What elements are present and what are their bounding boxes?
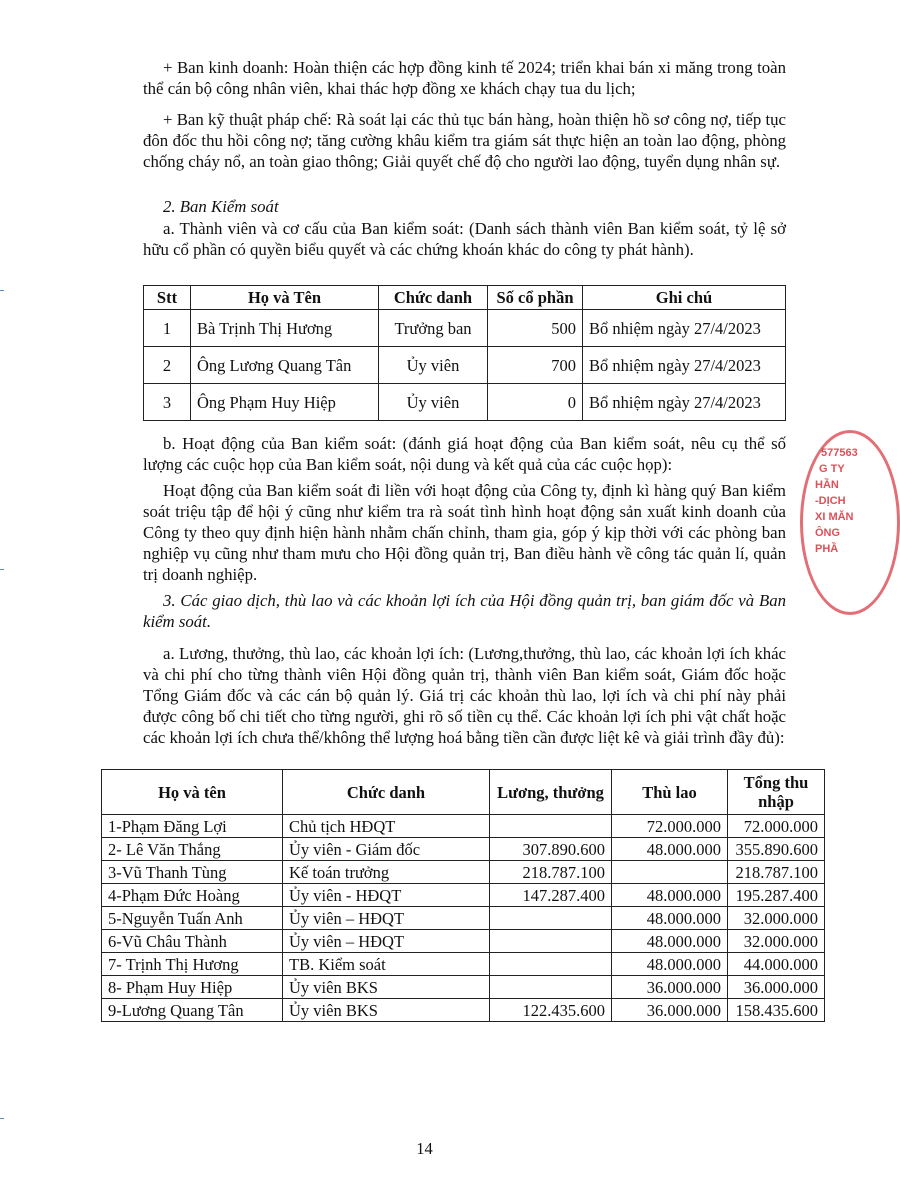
legal-dept-paragraph: + Ban kỹ thuật pháp chế: Rà soát lại các thủ tục bán hàng, hoàn thiện hồ sơ công nợ, tiếp tục đôn đốc thu hồi công nợ; tăng cường khâu kiểm tra giám sát thực hiện an toàn lao động, phòng chống cháy nổ, an toàn giao thông; Giải quyết chế độ cho người lao động, tuyển dụng nhân sự. [143, 110, 786, 171]
cell-salary [490, 953, 612, 976]
cell-fee: 36.000.000 [612, 999, 728, 1022]
cell-total: 195.287.400 [728, 884, 825, 907]
cell-total: 44.000.000 [728, 953, 825, 976]
cell-fee [612, 861, 728, 884]
cell-salary [490, 930, 612, 953]
cell-title: TB. Kiểm soát [283, 953, 490, 976]
header-fee: Thù lao [612, 770, 728, 815]
cell-title: Ủy viên – HĐQT [283, 930, 490, 953]
cell-total: 32.000.000 [728, 930, 825, 953]
compensation-table [101, 769, 825, 1022]
cell-shares: 0 [488, 384, 583, 421]
header-title: Chức danh [283, 770, 490, 815]
cell-name: Ông Phạm Huy Hiệp [191, 384, 379, 421]
cell-title: Chủ tịch HĐQT [283, 815, 490, 838]
cell-shares: 500 [488, 310, 583, 347]
scan-edge-mark [0, 569, 4, 570]
supervisory-members-table [143, 285, 786, 421]
sales-dept-paragraph: + Ban kinh doanh: Hoàn thiện các hợp đồng kinh tế 2024; triển khai bán xi măng trong toàn thể cán bộ công nhân viên, khai thác hợp đồng xe khách chạy tua du lịch; [143, 58, 786, 98]
cell-total: 218.787.100 [728, 861, 825, 884]
cell-name: 8- Phạm Huy Hiệp [102, 976, 283, 999]
cell-name: 7- Trịnh Thị Hương [102, 953, 283, 976]
cell-name: 1-Phạm Đăng Lợi [102, 815, 283, 838]
table-row [102, 838, 825, 861]
stamp-line: G TY [819, 463, 845, 475]
header-note: Ghi chú [583, 286, 786, 310]
cell-shares: 700 [488, 347, 583, 384]
cell-name: 3-Vũ Thanh Tùng [102, 861, 283, 884]
stamp-line: PHẦ [815, 543, 839, 555]
section3-heading: 3. Các giao dịch, thù lao và các khoản lợi ích của Hội đồng quản trị, ban giám đốc và Ban kiểm soát. [143, 591, 786, 631]
cell-fee: 48.000.000 [612, 953, 728, 976]
cell-salary: 147.287.400 [490, 884, 612, 907]
table-row [102, 976, 825, 999]
table-row [102, 999, 825, 1022]
section2-heading: 2. Ban Kiểm soát [163, 197, 279, 216]
cell-note: Bổ nhiệm ngày 27/4/2023 [583, 310, 786, 347]
table-row [102, 930, 825, 953]
cell-name: 9-Lương Quang Tân [102, 999, 283, 1022]
cell-name: Ông Lương Quang Tân [191, 347, 379, 384]
cell-salary: 307.890.600 [490, 838, 612, 861]
cell-name: 5-Nguyễn Tuấn Anh [102, 907, 283, 930]
table-row [102, 815, 825, 838]
cell-title: Ủy viên - HĐQT [283, 884, 490, 907]
table-row [144, 347, 786, 384]
cell-fee: 48.000.000 [612, 884, 728, 907]
cell-title: Kế toán trưởng [283, 861, 490, 884]
scan-edge-mark [0, 290, 4, 291]
section2-para-b: b. Hoạt động của Ban kiểm soát: (đánh giá hoạt động của Ban kiểm soát, nêu cụ thể số lượng các cuộc họp của Ban kiểm soát, nội dung và kết quả của các cuộc họp): [143, 434, 786, 474]
section2-activity-paragraph: Hoạt động của Ban kiểm soát đi liền với hoạt động của Công ty, định kì hàng quý Ban kiểm soát triệu tập để hội ý cũng như kiểm tra rà soát tình hình hoạt động sản xuất kinh doanh của Công ty theo quy định hiện hành nhằm chấn chỉnh, tham gia, góp ý kịp thời với các phòng ban nghiệp vụ cũng như tham mưu cho Hội đồng quản trị, Ban điều hành về công tác quản lí, quản trị doanh nghiệp. [143, 481, 786, 584]
cell-salary: 122.435.600 [490, 999, 612, 1022]
table-header-row [144, 286, 786, 310]
cell-title: Ủy viên BKS [283, 999, 490, 1022]
scan-edge-mark [0, 1118, 4, 1119]
cell-total: 158.435.600 [728, 999, 825, 1022]
section3-para-a: a. Lương, thưởng, thù lao, các khoản lợi ích: (Lương,thưởng, thù lao, các khoản lợi ích khác và chi phí cho từng thành viên Hội đồng quản trị, thành viên Ban kiểm soát, Giám đốc hoặc Tổng Giám đốc và các cán bộ quản lý. Giá trị các khoản thù lao, lợi ích và chi phí này phải được công bố chi tiết cho từng người, ghi rõ số tiền cụ thể. Các khoản lợi ích phi vật chất hoặc các khoản lợi ích chưa thể/không thể lượng hoá bằng tiền cần được liệt kê và giải trình đầy đủ): [143, 644, 786, 747]
cell-salary [490, 815, 612, 838]
cell-salary: 218.787.100 [490, 861, 612, 884]
header-total: Tổng thu nhập [728, 770, 825, 815]
page-number: 14 [416, 1139, 433, 1158]
cell-title: Trưởng ban [379, 310, 488, 347]
section2-para-a: a. Thành viên và cơ cấu của Ban kiểm soát: (Danh sách thành viên Ban kiểm soát, tỷ lệ sở hữu cổ phần có quyền biểu quyết và các chứng khoán khác do công ty phát hành). [143, 219, 786, 259]
header-name: Họ và tên [102, 770, 283, 815]
cell-fee: 48.000.000 [612, 930, 728, 953]
cell-title: Ủy viên - Giám đốc [283, 838, 490, 861]
cell-title: Ủy viên – HĐQT [283, 907, 490, 930]
stamp-line: XI MĂN [815, 511, 854, 523]
cell-salary [490, 907, 612, 930]
header-salary: Lương, thưởng [490, 770, 612, 815]
stamp-line: -DỊCH [815, 495, 846, 507]
table-row [102, 884, 825, 907]
header-shares: Số cổ phần [488, 286, 583, 310]
stamp-line: ÔNG [815, 527, 841, 539]
cell-name: 4-Phạm Đức Hoàng [102, 884, 283, 907]
cell-total: 355.890.600 [728, 838, 825, 861]
cell-stt: 1 [144, 310, 191, 347]
cell-name: 2- Lê Văn Thắng [102, 838, 283, 861]
cell-title: Ủy viên [379, 384, 488, 421]
header-name: Họ và Tên [191, 286, 379, 310]
cell-fee: 36.000.000 [612, 976, 728, 999]
cell-stt: 2 [144, 347, 191, 384]
cell-stt: 3 [144, 384, 191, 421]
table-header-row [102, 770, 825, 815]
cell-total: 36.000.000 [728, 976, 825, 999]
header-stt: Stt [144, 286, 191, 310]
compensation-table-body [102, 815, 825, 1022]
cell-total: 72.000.000 [728, 815, 825, 838]
header-title: Chức danh [379, 286, 488, 310]
cell-title: Ủy viên [379, 347, 488, 384]
table-row [102, 953, 825, 976]
cell-name: Bà Trịnh Thị Hương [191, 310, 379, 347]
table-row [144, 310, 786, 347]
stamp-line: HẦN [815, 479, 839, 491]
table-row [102, 861, 825, 884]
cell-fee: 72.000.000 [612, 815, 728, 838]
stamp-line: 577563 [821, 447, 858, 459]
cell-total: 32.000.000 [728, 907, 825, 930]
cell-fee: 48.000.000 [612, 907, 728, 930]
cell-note: Bổ nhiệm ngày 27/4/2023 [583, 384, 786, 421]
cell-title: Ủy viên BKS [283, 976, 490, 999]
table-row [144, 384, 786, 421]
table-row [102, 907, 825, 930]
cell-name: 6-Vũ Châu Thành [102, 930, 283, 953]
company-seal-stamp [800, 430, 900, 615]
cell-note: Bổ nhiệm ngày 27/4/2023 [583, 347, 786, 384]
cell-fee: 48.000.000 [612, 838, 728, 861]
cell-salary [490, 976, 612, 999]
